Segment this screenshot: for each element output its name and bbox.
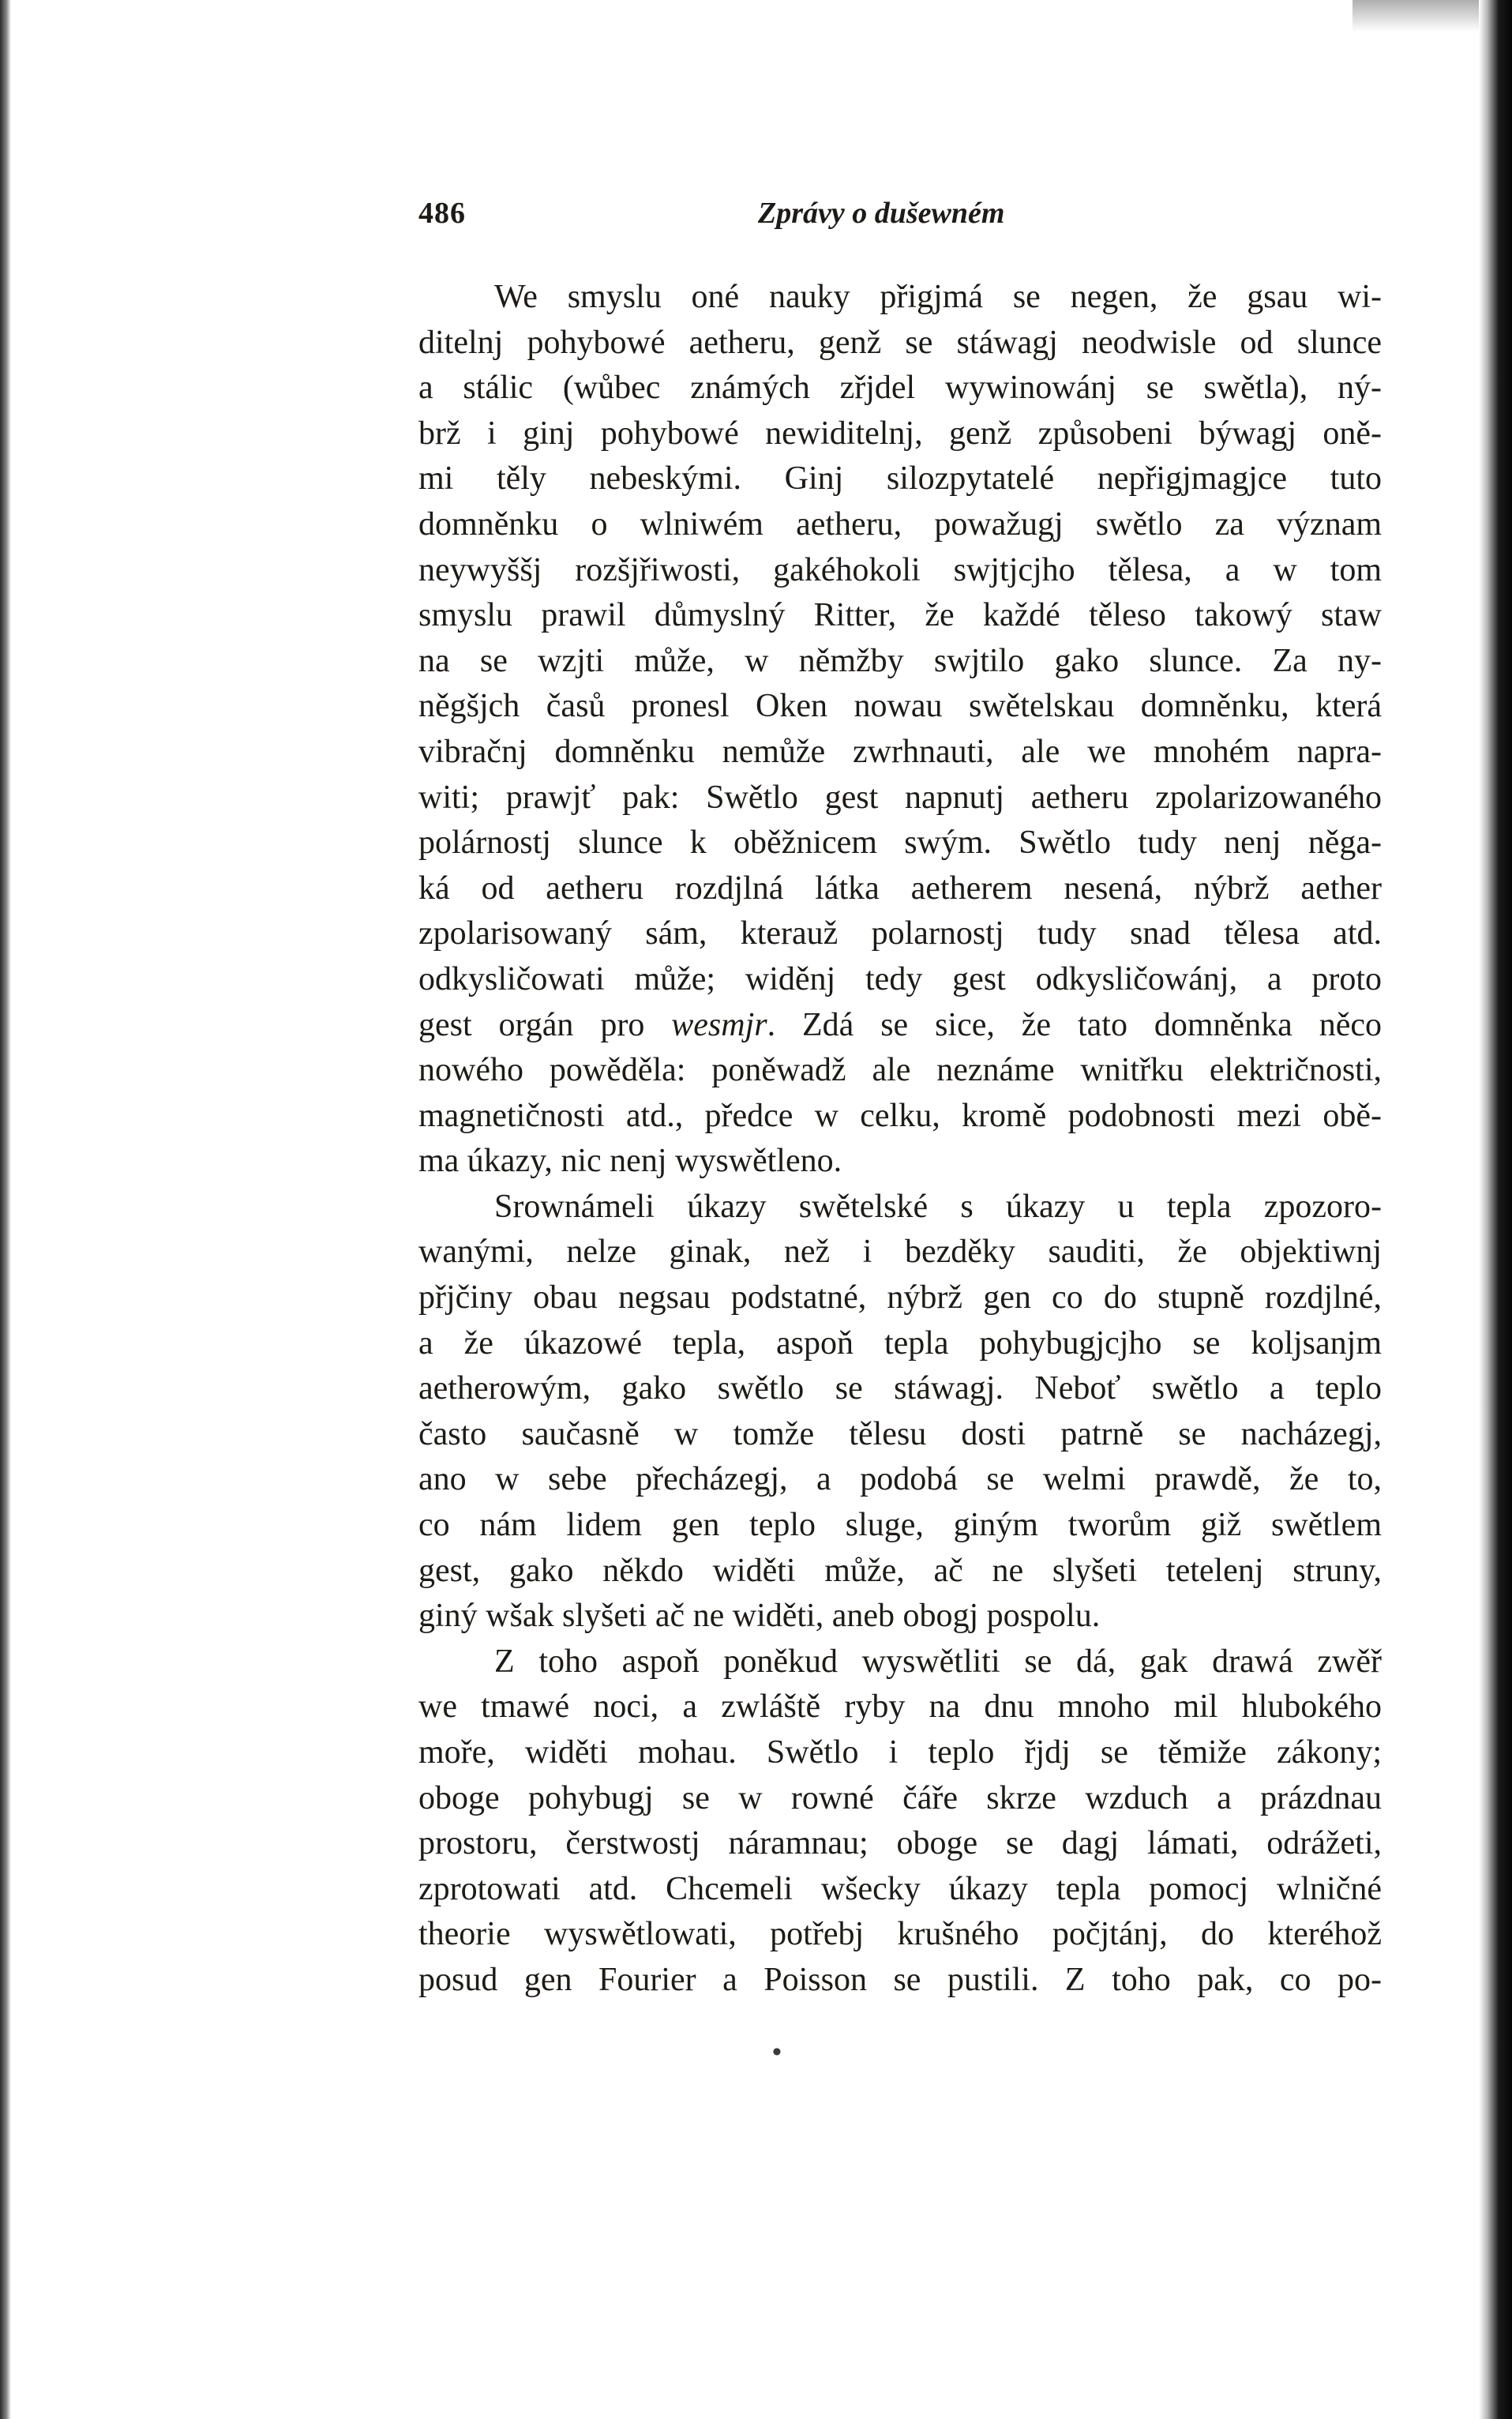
body-text xyxy=(418,275,1382,2004)
text-line: domněnku o wlniwém aetheru, powažugj swětlo za význam xyxy=(418,505,1382,543)
paragraph-3 xyxy=(418,1640,1382,2004)
text-line: oboge pohybugj se w rowné čáře skrze wzduch a prázdnau xyxy=(418,1779,1382,1816)
running-title: Zprávy o dušewném xyxy=(758,197,1005,230)
text-line: neywyššj rozšjřiwosti, gakéhokoli swjtjcjho tělesa, a w tom xyxy=(418,551,1382,588)
text-line: často saučasně w tomže tělesu dosti patrně se nacházegj, xyxy=(418,1415,1382,1452)
text-line: Z toho aspoň poněkud wyswětliti se dá, gak drawá zwěř xyxy=(494,1643,1382,1680)
text-line: gest, gako někdo widěti může, ač ne slyšeti tetelenj struny, xyxy=(418,1552,1382,1589)
footer-mark: • xyxy=(772,2038,782,2067)
text-line: brž i ginj pohybowé newiditelnj, genž způsobeni býwagj oně- xyxy=(418,415,1382,452)
text-line: ká od aetheru rozdjlná látka aetherem nesená, nýbrž aether xyxy=(418,870,1382,907)
text-line: zpolarisowaný sám, kterauž polarnostj tudy snad tělesa atd. xyxy=(418,915,1382,952)
text-line: co nám lidem gen teplo sluge, giným tworům giž swětlem xyxy=(418,1507,1382,1544)
page-number: 486 xyxy=(418,197,466,230)
text-line: giný wšak slyšeti ač ne widěti, aneb obogj pospolu. xyxy=(418,1598,1101,1635)
text-line: polárnostj slunce k oběžnicem swým. Swětlo tudy nenj něga- xyxy=(418,824,1382,862)
book-page xyxy=(418,196,1382,2312)
text-line: witi; prawjť pak: Swětlo gest napnutj aetheru zpolarizowaného xyxy=(418,779,1382,816)
scan-corner-smudge xyxy=(1353,0,1479,32)
text-line: mi těly nebeskými. Ginj silozpytatelé nepřigjmagjce tuto xyxy=(418,460,1382,498)
text-line: a že úkazowé tepla, aspoň tepla pohybugjcjho se koljsanjm xyxy=(418,1324,1382,1362)
text-line: a stálic (wůbec známých zřjdel wywinowánj se swětla), ný- xyxy=(418,370,1382,407)
text-line: zprotowati atd. Chcemeli wšecky úkazy tepla pomocj wlničné xyxy=(418,1870,1382,1907)
scan-edge-right xyxy=(1479,0,1512,2419)
text-line: magnetičnosti atd., předce w celku, kromě podobnosti mezi obě- xyxy=(418,1097,1382,1134)
text-line: smyslu prawil důmyslný Ritter, že každé těleso takowý staw xyxy=(418,597,1382,634)
text-line: moře, widěti mohau. Swětlo i teplo řjdj se těmiže zákony; xyxy=(418,1734,1382,1771)
text-line: aetherowým, gako swětlo se stáwagj. Neboť swětlo a teplo xyxy=(418,1370,1382,1407)
text-line: wanými, nelze ginak, než i bezděky sauditi, že objektiwnj xyxy=(418,1234,1382,1271)
text-line: přjčiny obau negsau podstatné, nýbrž gen co do stupně rozdjlné, xyxy=(418,1279,1382,1317)
text-line: vibračnj domněnku nemůže zwrhnauti, ale we mnohém napra- xyxy=(418,733,1382,770)
text-line: na se wzjti může, w němžby swjtilo gako slunce. Za ny- xyxy=(418,642,1382,679)
paragraph-2 xyxy=(418,1185,1382,1640)
text-line: ditelnj pohybowé aetheru, genž se stáwagj neodwisle od slunce xyxy=(418,324,1382,361)
text-line: posud gen Fourier a Poisson se pustili. Z toho pak, co po- xyxy=(418,1961,1382,1998)
running-head xyxy=(418,196,1382,243)
text-line: ano w sebe přecházegj, a podobá se welmi prawdě, že to, xyxy=(418,1461,1382,1498)
text-line-with-emphasis: gest orgán pro wesmjr. Zdá se sice, že tato domněnka něco xyxy=(418,1006,1383,1043)
text-line: We smyslu oné nauky přigjmá se negen, že gsau wi- xyxy=(494,279,1382,315)
text-line: theorie wyswětlowati, potřebj krušného počjtánj, do kteréhož xyxy=(418,1916,1382,1953)
text-line: něgšjch časů pronesl Oken nowau swětelskau domněnku, která xyxy=(418,688,1382,725)
text-line: prostoru, čerstwostj náramnau; oboge se dagj lámati, odrážeti, xyxy=(418,1825,1382,1862)
paragraph-1 xyxy=(418,275,1382,1185)
emphasized-word: wesmjr xyxy=(671,1006,767,1043)
text-line: nowého powěděla: poněwadž ale neznáme wnitřku električnosti, xyxy=(418,1052,1382,1089)
scan-edge-left xyxy=(0,0,11,2419)
text-line: odkysličowati může; widěnj tedy gest odkysličowánj, a proto xyxy=(418,960,1382,997)
text-line: Srownámeli úkazy swětelské s úkazy u tepla zpozoro- xyxy=(494,1188,1382,1225)
text-line: we tmawé noci, a zwláště ryby na dnu mnoho mil hlubokého xyxy=(418,1688,1382,1726)
text-line: ma úkazy, nic nenj wyswětleno. xyxy=(418,1143,842,1180)
